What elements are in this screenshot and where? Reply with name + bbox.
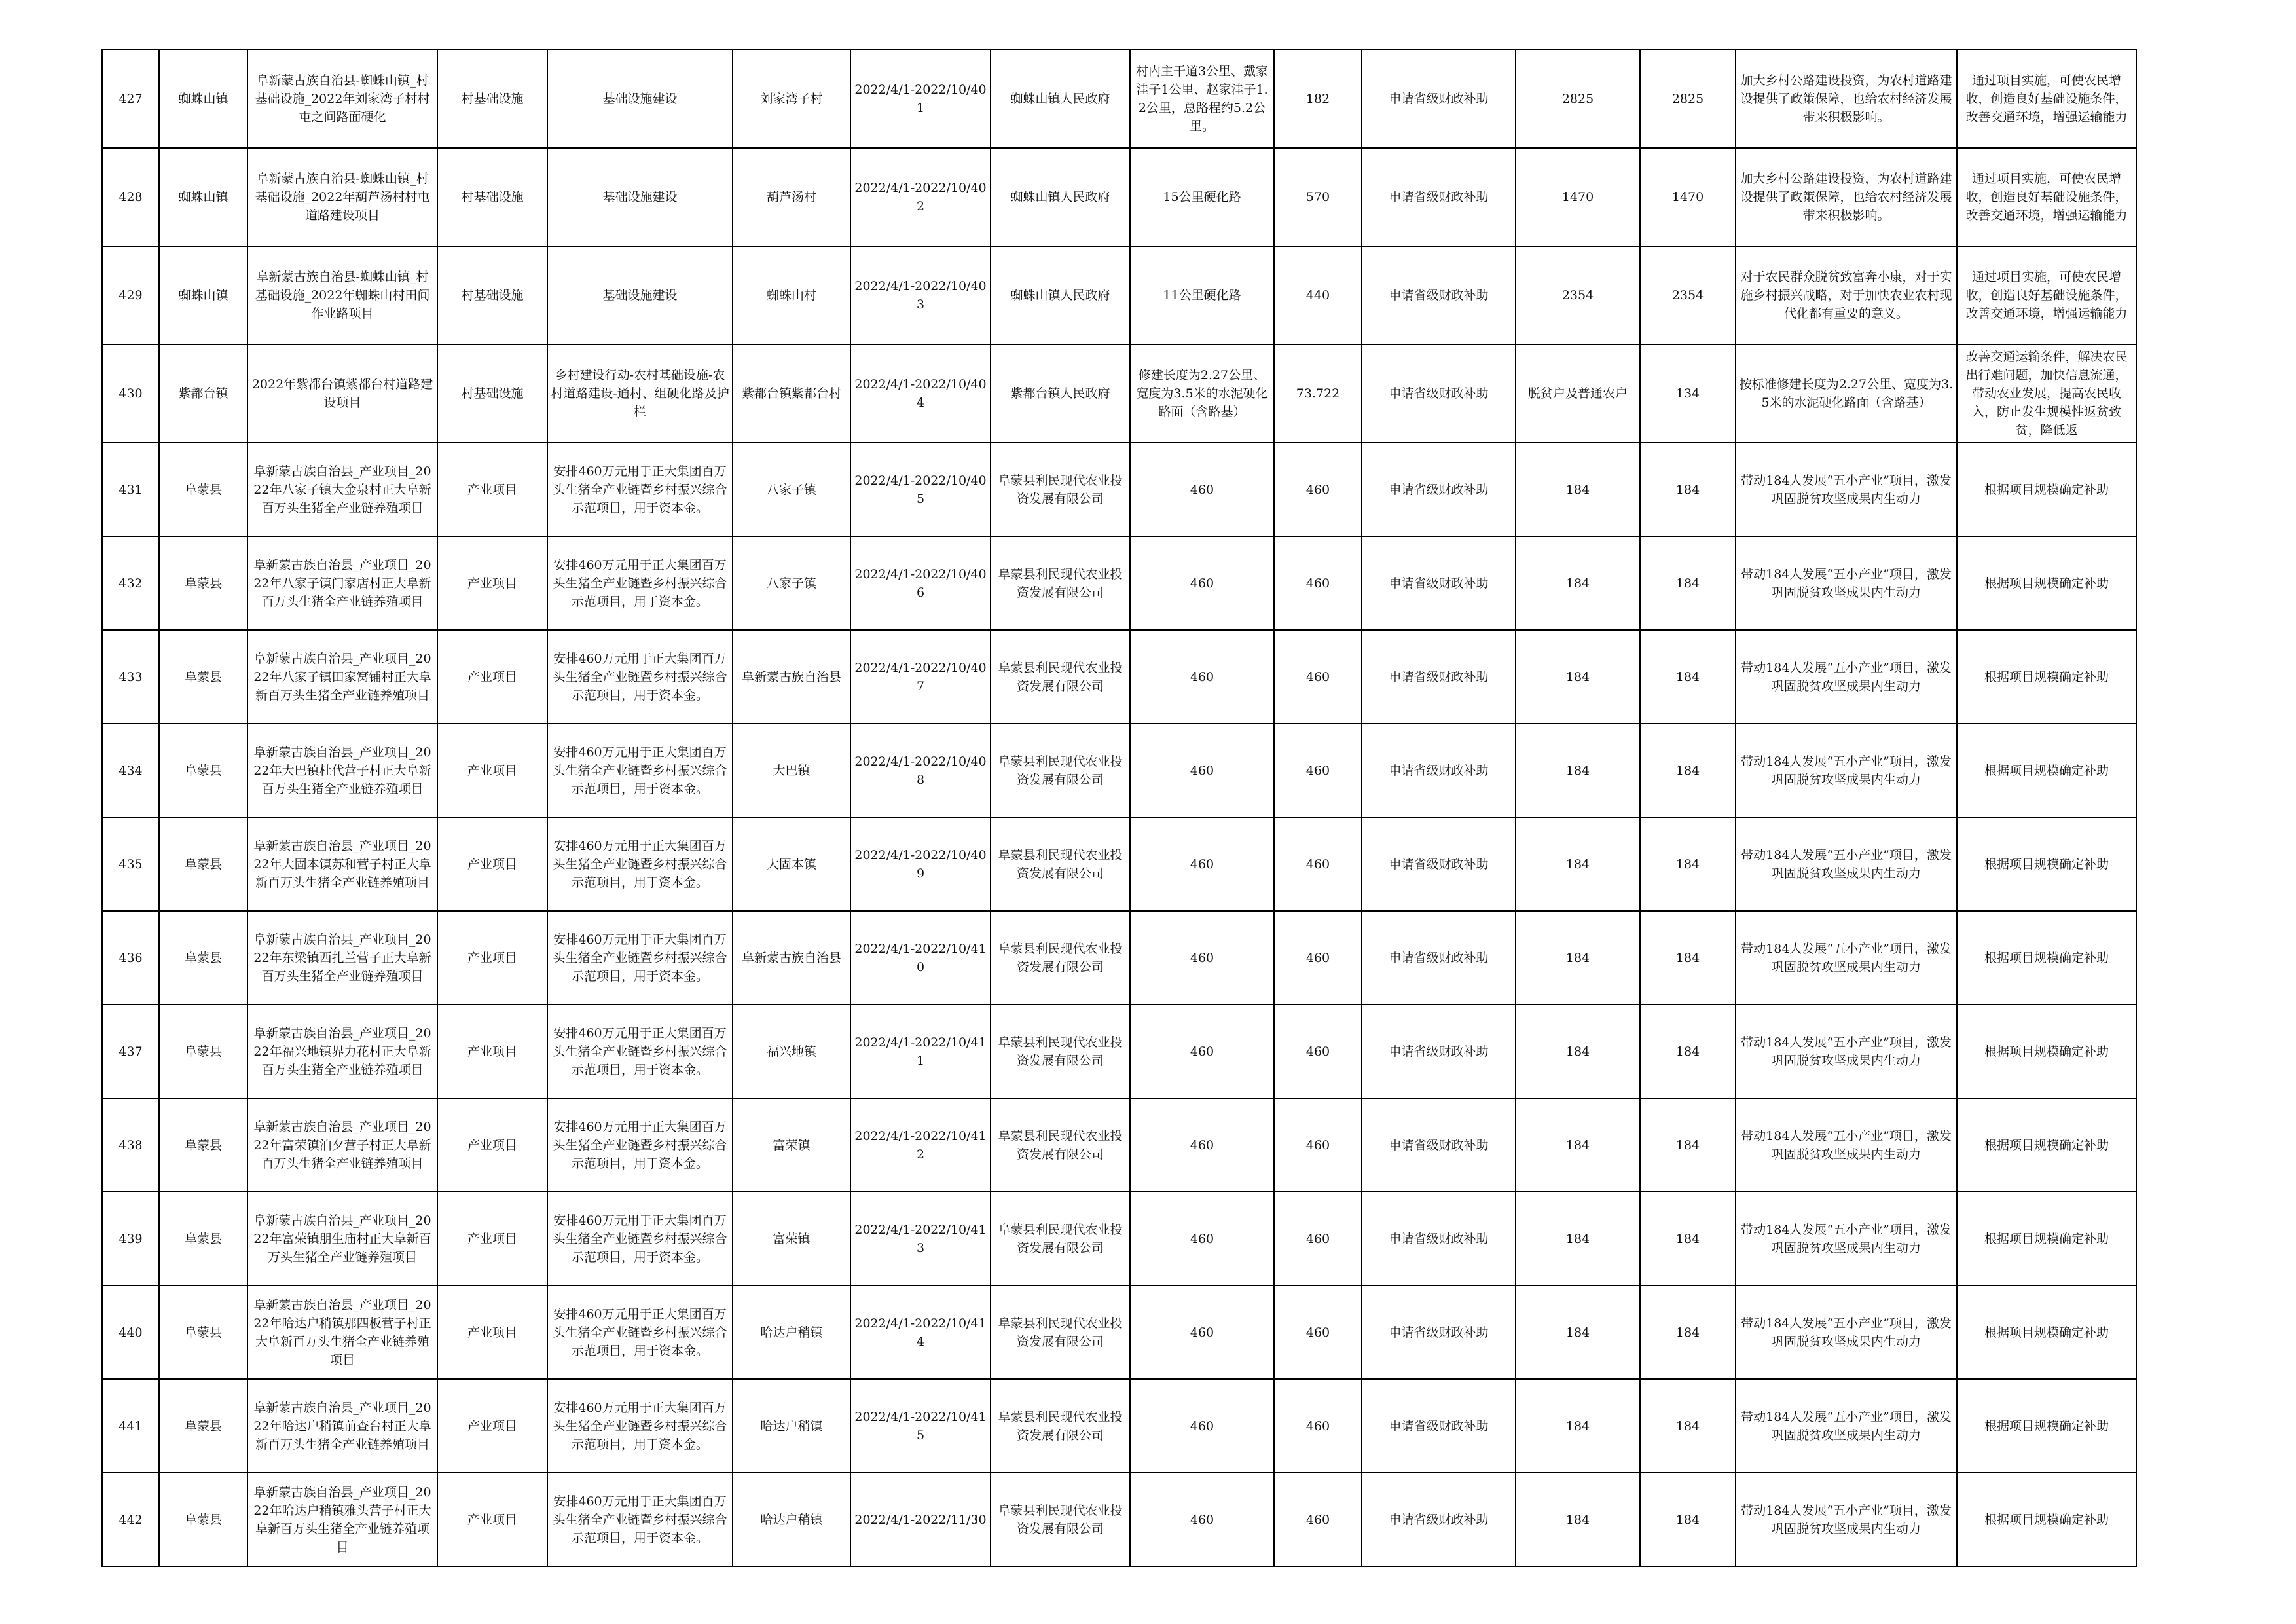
- cell-sub: 安排460万元用于正大集团百万头生猪全产业链暨乡村振兴综合示范项目，用于资本金。: [547, 1379, 733, 1473]
- cell-no: 433: [102, 630, 159, 724]
- cell-benefit: 184: [1640, 536, 1736, 630]
- table-row: [102, 536, 2136, 630]
- cell-period: 2022/4/1-2022/10/414: [850, 1285, 991, 1379]
- cell-unit: 蜘蛛山镇人民政府: [991, 246, 1130, 344]
- cell-unit: 阜蒙县利民现代农业投资发展有限公司: [991, 1192, 1130, 1285]
- cell-period: 2022/4/1-2022/10/407: [850, 630, 991, 724]
- cell-target: 184: [1516, 1379, 1640, 1473]
- cell-fund: 申请省级财政补助: [1362, 443, 1516, 536]
- cell-amount: 460: [1274, 724, 1362, 817]
- cell-benefit: 2825: [1640, 50, 1736, 148]
- cell-sub: 安排460万元用于正大集团百万头生猪全产业链暨乡村振兴综合示范项目，用于资本金。: [547, 1098, 733, 1192]
- cell-fund: 申请省级财政补助: [1362, 246, 1516, 344]
- cell-content: 460: [1130, 724, 1274, 817]
- table-row: [102, 630, 2136, 724]
- cell-village: 富荣镇: [733, 1192, 850, 1285]
- cell-amount: 460: [1274, 443, 1362, 536]
- cell-no: 435: [102, 817, 159, 911]
- cell-sub: 安排460万元用于正大集团百万头生猪全产业链暨乡村振兴综合示范项目，用于资本金。: [547, 630, 733, 724]
- cell-mechanism: 根据项目规模确定补助: [1957, 1473, 2136, 1566]
- cell-no: 436: [102, 911, 159, 1005]
- cell-benefit: 184: [1640, 911, 1736, 1005]
- cell-unit: 蜘蛛山镇人民政府: [991, 148, 1130, 246]
- cell-town: 阜蒙县: [159, 1192, 247, 1285]
- table-body: [102, 50, 2136, 1566]
- cell-amount: 182: [1274, 50, 1362, 148]
- cell-benefit: 1470: [1640, 148, 1736, 246]
- cell-mechanism: 改善交通运输条件，解决农民出行难问题，加快信息流通，带动农业发展，提高农民收入，防止发生规模性返贫致贫，降低返: [1957, 344, 2136, 443]
- cell-content: 460: [1130, 817, 1274, 911]
- cell-name: 阜新蒙古族自治县-蜘蛛山镇_村基础设施_2022年刘家湾子村村屯之间路面硬化: [247, 50, 437, 148]
- cell-content: 460: [1130, 1192, 1274, 1285]
- cell-fund: 申请省级财政补助: [1362, 1285, 1516, 1379]
- cell-effect: 带动184人发展“五小产业”项目，激发巩固脱贫攻坚成果内生动力: [1736, 630, 1957, 724]
- cell-town: 阜蒙县: [159, 1473, 247, 1566]
- cell-category: 产业项目: [437, 1192, 547, 1285]
- cell-mechanism: 通过项目实施，可使农民增收，创造良好基础设施条件，改善交通环境，增强运输能力: [1957, 246, 2136, 344]
- cell-village: 富荣镇: [733, 1098, 850, 1192]
- cell-benefit: 2354: [1640, 246, 1736, 344]
- cell-village: 大巴镇: [733, 724, 850, 817]
- table-row: [102, 1098, 2136, 1192]
- cell-target: 184: [1516, 1098, 1640, 1192]
- cell-content: 460: [1130, 1285, 1274, 1379]
- cell-no: 427: [102, 50, 159, 148]
- cell-village: 葫芦汤村: [733, 148, 850, 246]
- cell-town: 阜蒙县: [159, 1005, 247, 1098]
- cell-period: 2022/4/1-2022/11/30: [850, 1473, 991, 1566]
- cell-no: 432: [102, 536, 159, 630]
- cell-content: 村内主干道3公里、戴家洼子1公里、赵家洼子1.2公里，总路程约5.2公里。: [1130, 50, 1274, 148]
- cell-category: 产业项目: [437, 1473, 547, 1566]
- cell-period: 2022/4/1-2022/10/402: [850, 148, 991, 246]
- cell-name: 2022年紫都台镇紫都台村道路建设项目: [247, 344, 437, 443]
- cell-benefit: 184: [1640, 1473, 1736, 1566]
- cell-town: 阜蒙县: [159, 1098, 247, 1192]
- cell-fund: 申请省级财政补助: [1362, 344, 1516, 443]
- cell-no: 431: [102, 443, 159, 536]
- cell-unit: 紫都台镇人民政府: [991, 344, 1130, 443]
- cell-fund: 申请省级财政补助: [1362, 724, 1516, 817]
- cell-sub: 基础设施建设: [547, 246, 733, 344]
- cell-no: 428: [102, 148, 159, 246]
- cell-unit: 阜蒙县利民现代农业投资发展有限公司: [991, 817, 1130, 911]
- cell-sub: 基础设施建设: [547, 50, 733, 148]
- cell-name: 阜新蒙古族自治县_产业项目_2022年大固本镇苏和营子村正大阜新百万头生猪全产业链养殖项目: [247, 817, 437, 911]
- cell-target: 1470: [1516, 148, 1640, 246]
- cell-category: 村基础设施: [437, 344, 547, 443]
- cell-village: 紫都台镇紫都台村: [733, 344, 850, 443]
- cell-target: 184: [1516, 1005, 1640, 1098]
- table-row: [102, 1379, 2136, 1473]
- cell-target: 184: [1516, 817, 1640, 911]
- cell-unit: 阜蒙县利民现代农业投资发展有限公司: [991, 911, 1130, 1005]
- cell-no: 429: [102, 246, 159, 344]
- cell-town: 阜蒙县: [159, 630, 247, 724]
- cell-town: 阜蒙县: [159, 724, 247, 817]
- cell-town: 阜蒙县: [159, 1285, 247, 1379]
- cell-sub: 安排460万元用于正大集团百万头生猪全产业链暨乡村振兴综合示范项目，用于资本金。: [547, 443, 733, 536]
- cell-amount: 440: [1274, 246, 1362, 344]
- cell-effect: 带动184人发展“五小产业”项目，激发巩固脱贫攻坚成果内生动力: [1736, 911, 1957, 1005]
- table-row: [102, 724, 2136, 817]
- cell-town: 蜘蛛山镇: [159, 246, 247, 344]
- cell-town: 阜蒙县: [159, 1379, 247, 1473]
- cell-period: 2022/4/1-2022/10/413: [850, 1192, 991, 1285]
- cell-amount: 460: [1274, 911, 1362, 1005]
- cell-mechanism: 根据项目规模确定补助: [1957, 630, 2136, 724]
- cell-mechanism: 根据项目规模确定补助: [1957, 1285, 2136, 1379]
- cell-target: 184: [1516, 1473, 1640, 1566]
- cell-sub: 安排460万元用于正大集团百万头生猪全产业链暨乡村振兴综合示范项目，用于资本金。: [547, 724, 733, 817]
- cell-effect: 带动184人发展“五小产业”项目，激发巩固脱贫攻坚成果内生动力: [1736, 1005, 1957, 1098]
- cell-category: 村基础设施: [437, 148, 547, 246]
- cell-no: 430: [102, 344, 159, 443]
- cell-fund: 申请省级财政补助: [1362, 1473, 1516, 1566]
- cell-village: 哈达户稍镇: [733, 1379, 850, 1473]
- cell-mechanism: 根据项目规模确定补助: [1957, 443, 2136, 536]
- cell-name: 阜新蒙古族自治县_产业项目_2022年八家子镇大金泉村正大阜新百万头生猪全产业链养殖项目: [247, 443, 437, 536]
- cell-target: 脱贫户及普通农户: [1516, 344, 1640, 443]
- cell-sub: 安排460万元用于正大集团百万头生猪全产业链暨乡村振兴综合示范项目，用于资本金。: [547, 1005, 733, 1098]
- cell-name: 阜新蒙古族自治县_产业项目_2022年八家子镇门家店村正大阜新百万头生猪全产业链养殖项目: [247, 536, 437, 630]
- cell-period: 2022/4/1-2022/10/415: [850, 1379, 991, 1473]
- table-row: [102, 344, 2136, 443]
- cell-period: 2022/4/1-2022/10/409: [850, 817, 991, 911]
- cell-benefit: 184: [1640, 630, 1736, 724]
- cell-content: 15公里硬化路: [1130, 148, 1274, 246]
- cell-unit: 阜蒙县利民现代农业投资发展有限公司: [991, 1473, 1130, 1566]
- cell-effect: 对于农民群众脱贫致富奔小康，对于实施乡村振兴战略，对于加快农业农村现代化都有重要的意义。: [1736, 246, 1957, 344]
- cell-no: 439: [102, 1192, 159, 1285]
- cell-benefit: 184: [1640, 724, 1736, 817]
- cell-fund: 申请省级财政补助: [1362, 911, 1516, 1005]
- table-row: [102, 443, 2136, 536]
- cell-content: 460: [1130, 1379, 1274, 1473]
- table-row: [102, 911, 2136, 1005]
- cell-period: 2022/4/1-2022/10/406: [850, 536, 991, 630]
- cell-amount: 460: [1274, 817, 1362, 911]
- cell-fund: 申请省级财政补助: [1362, 630, 1516, 724]
- cell-effect: 带动184人发展“五小产业”项目，激发巩固脱贫攻坚成果内生动力: [1736, 1285, 1957, 1379]
- cell-content: 11公里硬化路: [1130, 246, 1274, 344]
- cell-target: 184: [1516, 443, 1640, 536]
- cell-sub: 安排460万元用于正大集团百万头生猪全产业链暨乡村振兴综合示范项目，用于资本金。: [547, 817, 733, 911]
- cell-effect: 加大乡村公路建设投资，为农村道路建设提供了政策保障，也给农村经济发展带来积极影响。: [1736, 148, 1957, 246]
- cell-unit: 阜蒙县利民现代农业投资发展有限公司: [991, 630, 1130, 724]
- cell-benefit: 134: [1640, 344, 1736, 443]
- cell-fund: 申请省级财政补助: [1362, 1005, 1516, 1098]
- cell-amount: 460: [1274, 1192, 1362, 1285]
- table-row: [102, 246, 2136, 344]
- cell-village: 哈达户稍镇: [733, 1473, 850, 1566]
- cell-benefit: 184: [1640, 1192, 1736, 1285]
- cell-target: 184: [1516, 630, 1640, 724]
- cell-name: 阜新蒙古族自治县_产业项目_2022年福兴地镇界力花村正大阜新百万头生猪全产业链养殖项目: [247, 1005, 437, 1098]
- cell-mechanism: 根据项目规模确定补助: [1957, 1379, 2136, 1473]
- cell-name: 阜新蒙古族自治县_产业项目_2022年富荣镇泊夕营子村正大阜新百万头生猪全产业链养殖项目: [247, 1098, 437, 1192]
- cell-benefit: 184: [1640, 1098, 1736, 1192]
- cell-name: 阜新蒙古族自治县-蜘蛛山镇_村基础设施_2022年葫芦汤村村屯道路建设项目: [247, 148, 437, 246]
- cell-town: 蜘蛛山镇: [159, 50, 247, 148]
- cell-amount: 460: [1274, 536, 1362, 630]
- table-row: [102, 1192, 2136, 1285]
- cell-period: 2022/4/1-2022/10/403: [850, 246, 991, 344]
- cell-category: 产业项目: [437, 817, 547, 911]
- table-row: [102, 50, 2136, 148]
- cell-benefit: 184: [1640, 1379, 1736, 1473]
- cell-no: 442: [102, 1473, 159, 1566]
- cell-village: 阜新蒙古族自治县: [733, 911, 850, 1005]
- cell-content: 460: [1130, 630, 1274, 724]
- cell-village: 福兴地镇: [733, 1005, 850, 1098]
- cell-amount: 570: [1274, 148, 1362, 246]
- cell-village: 蜘蛛山村: [733, 246, 850, 344]
- cell-effect: 带动184人发展“五小产业”项目，激发巩固脱贫攻坚成果内生动力: [1736, 1379, 1957, 1473]
- cell-category: 产业项目: [437, 443, 547, 536]
- cell-fund: 申请省级财政补助: [1362, 1098, 1516, 1192]
- cell-unit: 蜘蛛山镇人民政府: [991, 50, 1130, 148]
- cell-period: 2022/4/1-2022/10/412: [850, 1098, 991, 1192]
- cell-content: 460: [1130, 536, 1274, 630]
- cell-sub: 安排460万元用于正大集团百万头生猪全产业链暨乡村振兴综合示范项目，用于资本金。: [547, 1473, 733, 1566]
- cell-village: 刘家湾子村: [733, 50, 850, 148]
- cell-benefit: 184: [1640, 1005, 1736, 1098]
- cell-sub: 安排460万元用于正大集团百万头生猪全产业链暨乡村振兴综合示范项目，用于资本金。: [547, 1285, 733, 1379]
- cell-benefit: 184: [1640, 443, 1736, 536]
- cell-town: 阜蒙县: [159, 911, 247, 1005]
- cell-content: 460: [1130, 1098, 1274, 1192]
- cell-village: 大固本镇: [733, 817, 850, 911]
- cell-mechanism: 根据项目规模确定补助: [1957, 911, 2136, 1005]
- cell-effect: 带动184人发展“五小产业”项目，激发巩固脱贫攻坚成果内生动力: [1736, 1098, 1957, 1192]
- cell-mechanism: 根据项目规模确定补助: [1957, 1192, 2136, 1285]
- cell-fund: 申请省级财政补助: [1362, 817, 1516, 911]
- cell-effect: 带动184人发展“五小产业”项目，激发巩固脱贫攻坚成果内生动力: [1736, 536, 1957, 630]
- cell-mechanism: 根据项目规模确定补助: [1957, 724, 2136, 817]
- cell-period: 2022/4/1-2022/10/411: [850, 1005, 991, 1098]
- cell-amount: 460: [1274, 1098, 1362, 1192]
- cell-village: 阜新蒙古族自治县: [733, 630, 850, 724]
- cell-amount: 460: [1274, 1005, 1362, 1098]
- table-row: [102, 1473, 2136, 1566]
- cell-name: 阜新蒙古族自治县_产业项目_2022年八家子镇田家窝铺村正大阜新百万头生猪全产业链养殖项目: [247, 630, 437, 724]
- cell-village: 哈达户稍镇: [733, 1285, 850, 1379]
- cell-content: 460: [1130, 911, 1274, 1005]
- cell-category: 产业项目: [437, 724, 547, 817]
- cell-sub: 安排460万元用于正大集团百万头生猪全产业链暨乡村振兴综合示范项目，用于资本金。: [547, 1192, 733, 1285]
- cell-category: 产业项目: [437, 536, 547, 630]
- cell-name: 阜新蒙古族自治县-蜘蛛山镇_村基础设施_2022年蜘蛛山村田间作业路项目: [247, 246, 437, 344]
- cell-no: 438: [102, 1098, 159, 1192]
- cell-name: 阜新蒙古族自治县_产业项目_2022年哈达户稍镇前查台村正大阜新百万头生猪全产业链养殖项目: [247, 1379, 437, 1473]
- cell-target: 2354: [1516, 246, 1640, 344]
- cell-village: 八家子镇: [733, 536, 850, 630]
- cell-no: 434: [102, 724, 159, 817]
- cell-target: 2825: [1516, 50, 1640, 148]
- cell-sub: 安排460万元用于正大集团百万头生猪全产业链暨乡村振兴综合示范项目，用于资本金。: [547, 536, 733, 630]
- cell-category: 产业项目: [437, 1285, 547, 1379]
- cell-target: 184: [1516, 536, 1640, 630]
- cell-town: 阜蒙县: [159, 817, 247, 911]
- cell-category: 产业项目: [437, 630, 547, 724]
- cell-name: 阜新蒙古族自治县_产业项目_2022年富荣镇朋生庙村正大阜新百万头生猪全产业链养殖项目: [247, 1192, 437, 1285]
- cell-sub: 基础设施建设: [547, 148, 733, 246]
- cell-target: 184: [1516, 1192, 1640, 1285]
- cell-category: 产业项目: [437, 911, 547, 1005]
- cell-content: 修建长度为2.27公里、宽度为3.5米的水泥硬化路面（含路基）: [1130, 344, 1274, 443]
- cell-content: 460: [1130, 1005, 1274, 1098]
- cell-sub: 乡村建设行动-农村基础设施-农村道路建设-通村、组硬化路及护栏: [547, 344, 733, 443]
- cell-effect: 带动184人发展“五小产业”项目，激发巩固脱贫攻坚成果内生动力: [1736, 443, 1957, 536]
- cell-amount: 460: [1274, 1473, 1362, 1566]
- cell-mechanism: 通过项目实施，可使农民增收，创造良好基础设施条件，改善交通环境，增强运输能力: [1957, 148, 2136, 246]
- cell-unit: 阜蒙县利民现代农业投资发展有限公司: [991, 443, 1130, 536]
- cell-effect: 带动184人发展“五小产业”项目，激发巩固脱贫攻坚成果内生动力: [1736, 1192, 1957, 1285]
- cell-effect: 按标准修建长度为2.27公里、宽度为3.5米的水泥硬化路面（含路基）: [1736, 344, 1957, 443]
- cell-village: 八家子镇: [733, 443, 850, 536]
- cell-unit: 阜蒙县利民现代农业投资发展有限公司: [991, 1005, 1130, 1098]
- cell-mechanism: 根据项目规模确定补助: [1957, 1098, 2136, 1192]
- cell-mechanism: 根据项目规模确定补助: [1957, 817, 2136, 911]
- cell-fund: 申请省级财政补助: [1362, 148, 1516, 246]
- cell-no: 437: [102, 1005, 159, 1098]
- cell-content: 460: [1130, 443, 1274, 536]
- table-row: [102, 1285, 2136, 1379]
- cell-benefit: 184: [1640, 1285, 1736, 1379]
- cell-name: 阜新蒙古族自治县_产业项目_2022年哈达户稍镇雅头营子村正大阜新百万头生猪全产业链养殖项目: [247, 1473, 437, 1566]
- cell-town: 阜蒙县: [159, 536, 247, 630]
- cell-amount: 460: [1274, 630, 1362, 724]
- cell-category: 村基础设施: [437, 50, 547, 148]
- table-row: [102, 817, 2136, 911]
- cell-town: 紫都台镇: [159, 344, 247, 443]
- cell-target: 184: [1516, 1285, 1640, 1379]
- table-row: [102, 1005, 2136, 1098]
- cell-effect: 带动184人发展“五小产业”项目，激发巩固脱贫攻坚成果内生动力: [1736, 817, 1957, 911]
- cell-period: 2022/4/1-2022/10/410: [850, 911, 991, 1005]
- cell-benefit: 184: [1640, 817, 1736, 911]
- cell-unit: 阜蒙县利民现代农业投资发展有限公司: [991, 724, 1130, 817]
- table-row: [102, 148, 2136, 246]
- cell-category: 产业项目: [437, 1005, 547, 1098]
- cell-period: 2022/4/1-2022/10/401: [850, 50, 991, 148]
- project-table: [101, 49, 2137, 1567]
- cell-mechanism: 根据项目规模确定补助: [1957, 1005, 2136, 1098]
- cell-content: 460: [1130, 1473, 1274, 1566]
- cell-name: 阜新蒙古族自治县_产业项目_2022年大巴镇杜代营子村正大阜新百万头生猪全产业链养殖项目: [247, 724, 437, 817]
- cell-fund: 申请省级财政补助: [1362, 536, 1516, 630]
- cell-effect: 带动184人发展“五小产业”项目，激发巩固脱贫攻坚成果内生动力: [1736, 724, 1957, 817]
- cell-unit: 阜蒙县利民现代农业投资发展有限公司: [991, 1379, 1130, 1473]
- cell-category: 产业项目: [437, 1379, 547, 1473]
- cell-fund: 申请省级财政补助: [1362, 1192, 1516, 1285]
- cell-no: 441: [102, 1379, 159, 1473]
- cell-unit: 阜蒙县利民现代农业投资发展有限公司: [991, 1285, 1130, 1379]
- cell-no: 440: [102, 1285, 159, 1379]
- cell-amount: 460: [1274, 1379, 1362, 1473]
- cell-period: 2022/4/1-2022/10/405: [850, 443, 991, 536]
- cell-unit: 阜蒙县利民现代农业投资发展有限公司: [991, 1098, 1130, 1192]
- cell-amount: 460: [1274, 1285, 1362, 1379]
- cell-town: 阜蒙县: [159, 443, 247, 536]
- cell-sub: 安排460万元用于正大集团百万头生猪全产业链暨乡村振兴综合示范项目，用于资本金。: [547, 911, 733, 1005]
- cell-category: 产业项目: [437, 1098, 547, 1192]
- cell-effect: 加大乡村公路建设投资，为农村道路建设提供了政策保障，也给农村经济发展带来积极影响。: [1736, 50, 1957, 148]
- cell-period: 2022/4/1-2022/10/404: [850, 344, 991, 443]
- cell-target: 184: [1516, 911, 1640, 1005]
- cell-mechanism: 通过项目实施，可使农民增收，创造良好基础设施条件，改善交通环境，增强运输能力: [1957, 50, 2136, 148]
- cell-amount: 73.722: [1274, 344, 1362, 443]
- cell-fund: 申请省级财政补助: [1362, 50, 1516, 148]
- cell-name: 阜新蒙古族自治县_产业项目_2022年哈达户稍镇那四板营子村正大阜新百万头生猪全产业链养殖项目: [247, 1285, 437, 1379]
- cell-effect: 带动184人发展“五小产业”项目，激发巩固脱贫攻坚成果内生动力: [1736, 1473, 1957, 1566]
- cell-unit: 阜蒙县利民现代农业投资发展有限公司: [991, 536, 1130, 630]
- cell-category: 村基础设施: [437, 246, 547, 344]
- cell-town: 蜘蛛山镇: [159, 148, 247, 246]
- cell-fund: 申请省级财政补助: [1362, 1379, 1516, 1473]
- cell-period: 2022/4/1-2022/10/408: [850, 724, 991, 817]
- cell-mechanism: 根据项目规模确定补助: [1957, 536, 2136, 630]
- cell-name: 阜新蒙古族自治县_产业项目_2022年东梁镇西扎兰营子正大阜新百万头生猪全产业链养殖项目: [247, 911, 437, 1005]
- cell-target: 184: [1516, 724, 1640, 817]
